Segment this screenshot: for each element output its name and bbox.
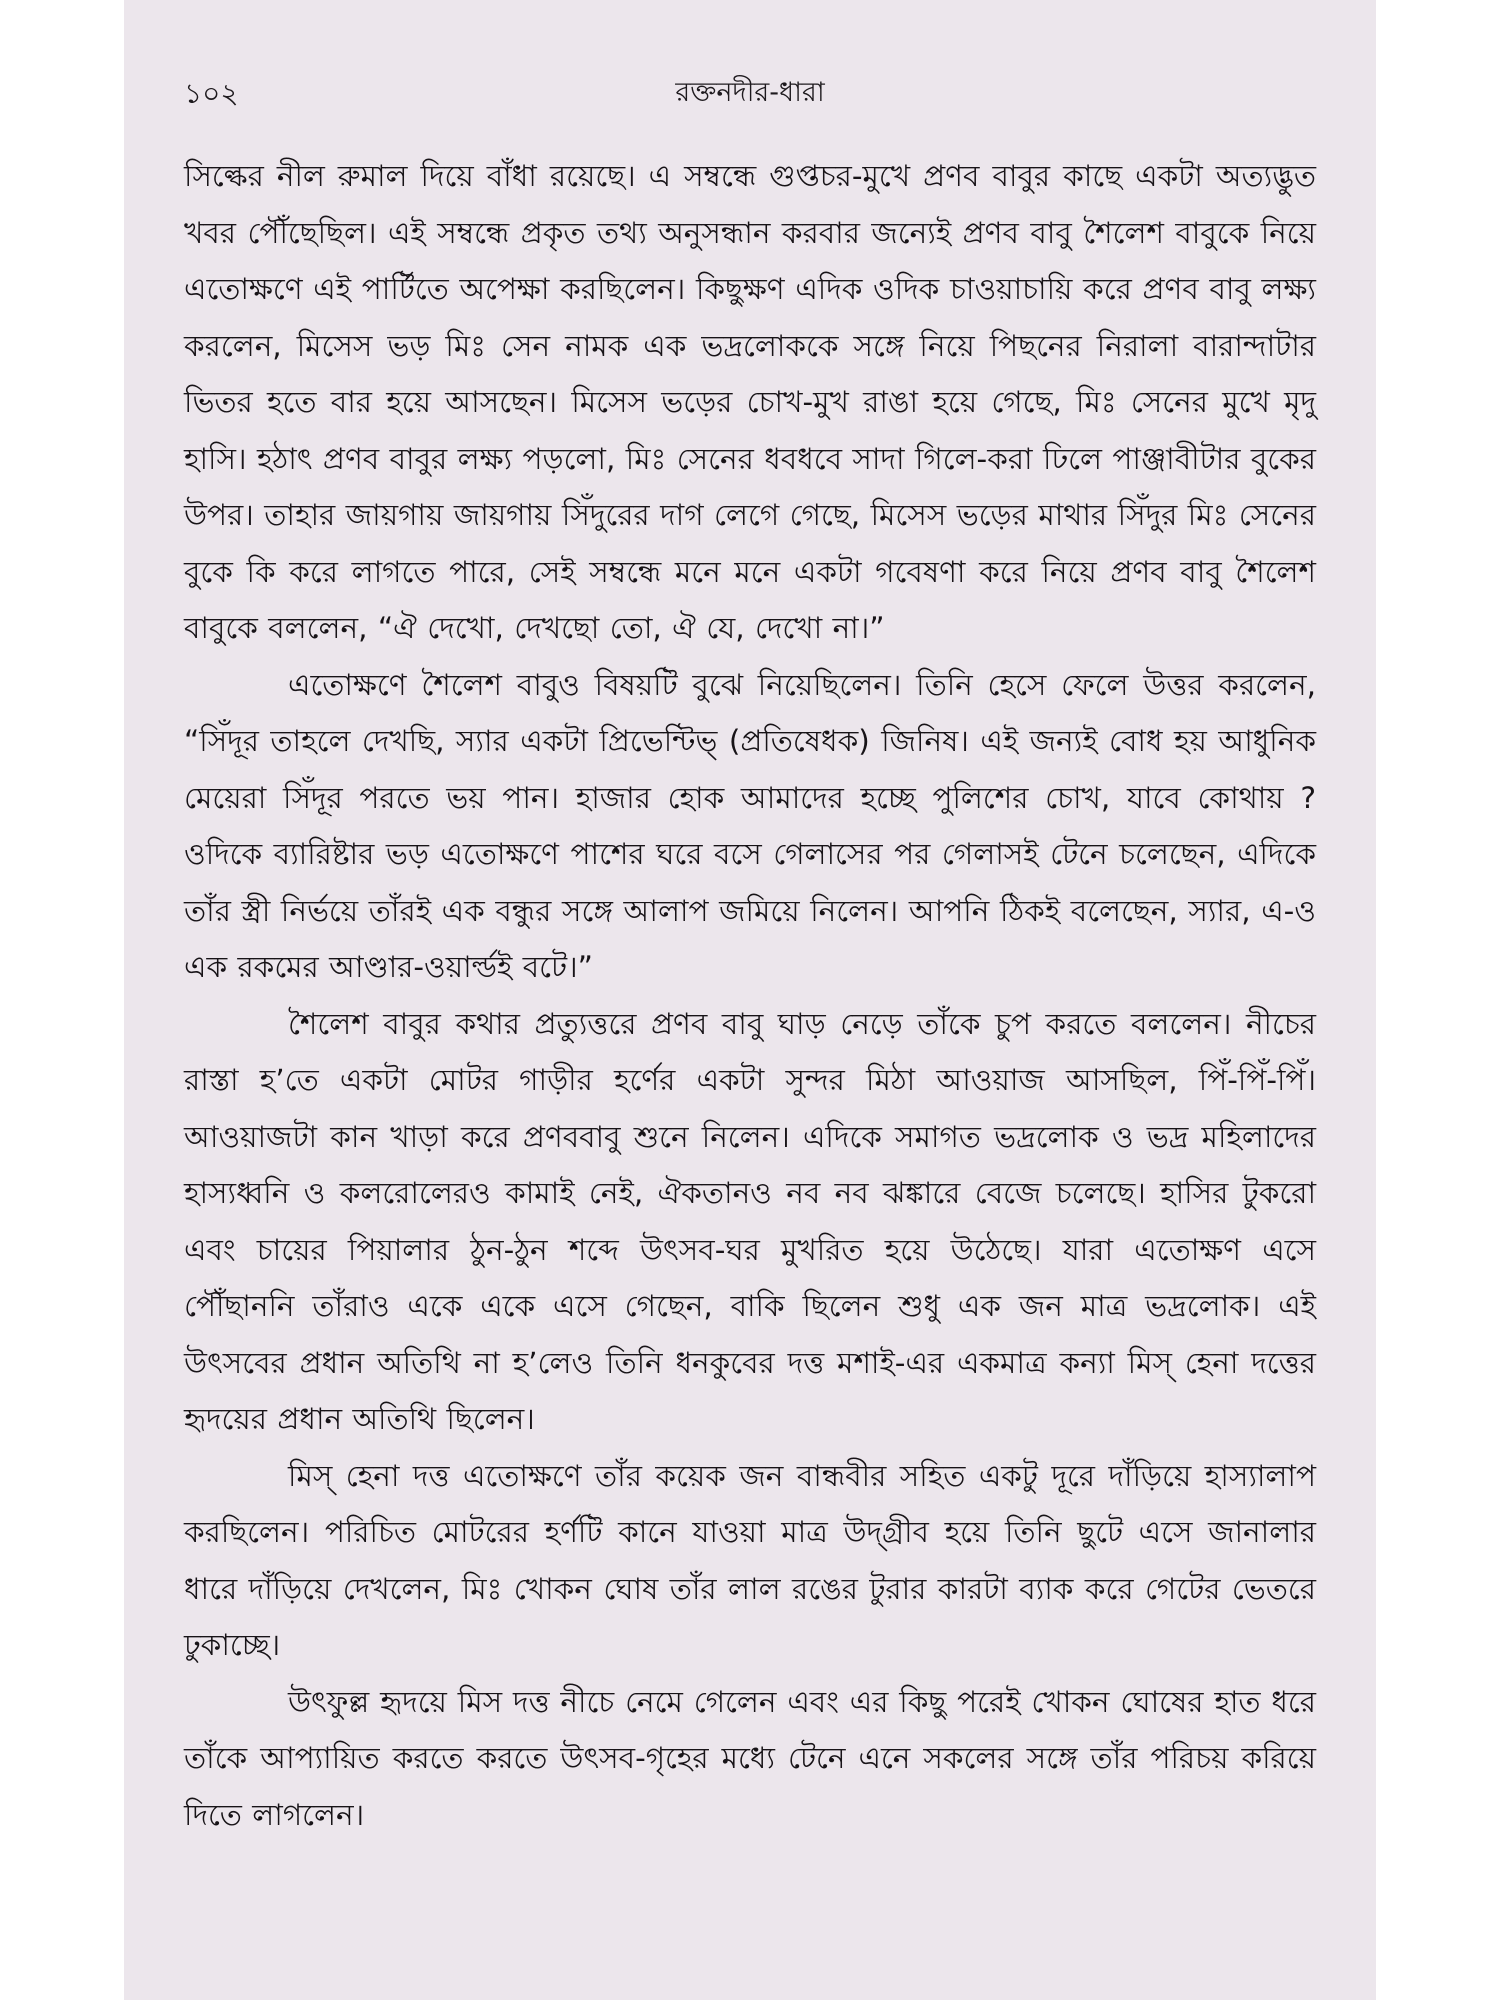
book-page xyxy=(124,0,1376,2000)
paragraph-2: এতোক্ষণে শৈলেশ বাবুও বিষয়টি বুঝে নিয়েছিলেন। তিনি হেসে ফেলে উত্তর করলেন, “সিঁদূর তাহলে দেখছি, স্যার একটা প্রিভেন্টিভ্ (প্রতিষেধক) জিনিষ। এই জন্যই বোধ হয় আধুনিক মেয়েরা সিঁদূর পরতে ভয় পান। হাজার হোক আমাদের হচ্ছে পুলিশের চোখ, যাবে কোথায় ? ওদিকে ব্যারিষ্টার ভড় এতোক্ষণে পাশের ঘরে বসে গেলাসের পর গেলাসই টেনে চলেছেন, এদিকে তাঁর স্ত্রী নির্ভয়ে তাঁরই এক বন্ধুর সঙ্গে আলাপ জমিয়ে নিলেন। আপনি ঠিকই বলেছেন, স্যার, এ-ও এক রকমের আণ্ডার-ওয়ার্ল্ডই বটে।” xyxy=(184,667,1316,984)
paragraph-5: উৎফুল্ল হৃদয়ে মিস দত্ত নীচে নেমে গেলেন এবং এর কিছু পরেই খোকন ঘোষের হাত ধরে তাঁকে আপ্যায়িত করতে করতে উৎসব-গৃহের মধ্যে টেনে এনে সকলের সঙ্গে তাঁর পরিচয় করিয়ে দিতে লাগলেন। xyxy=(184,1684,1316,1832)
paragraph-4: মিস্ হেনা দত্ত এতোক্ষণে তাঁর কয়েক জন বান্ধবীর সহিত একটু দূরে দাঁড়িয়ে হাস্যালাপ করছিলেন। পরিচিত মোটরের হর্ণটি কানে যাওয়া মাত্র উদ্গ্রীব হয়ে তিনি ছুটে এসে জানালার ধারে দাঁড়িয়ে দেখলেন, মিঃ খোকন ঘোষ তাঁর লাল রঙের টুরার কারটা ব্যাক করে গেটের ভেতরে ঢুকাচ্ছে। xyxy=(184,1458,1316,1662)
running-title: রক্তনদীর-ধারা xyxy=(675,77,825,108)
body-text xyxy=(184,148,1316,1843)
page-number: ১০২ xyxy=(184,77,239,110)
page-header xyxy=(184,72,1316,122)
paragraph-1: সিল্কের নীল রুমাল দিয়ে বাঁধা রয়েছে। এ সম্বন্ধে গুপ্তচর-মুখে প্রণব বাবুর কাছে একটা অত্যদ্ভুত খবর পৌঁছেছিল। এই সম্বন্ধে প্রকৃত তথ্য অনুসন্ধান করবার জন্যেই প্রণব বাবু শৈলেশ বাবুকে নিয়ে এতোক্ষণে এই পার্টিতে অপেক্ষা করছিলেন। কিছুক্ষণ এদিক ওদিক চাওয়াচায়ি করে প্রণব বাবু লক্ষ্য করলেন, মিসেস ভড় মিঃ সেন নামক এক ভদ্রলোককে সঙ্গে নিয়ে পিছনের নিরালা বারান্দাটার ভিতর হতে বার হয়ে আসছেন। মিসেস ভড়ের চোখ-মুখ রাঙা হয়ে গেছে, মিঃ সেনের মুখে মৃদু হাসি। হঠাৎ প্রণব বাবুর লক্ষ্য পড়লো, মিঃ সেনের ধবধবে সাদা গিলে-করা ঢিলে পাঞ্জাবীটার বুকের উপর। তাহার জায়গায় জায়গায় সিঁদুরের দাগ লেগে গেছে, মিসেস ভড়ের মাথার সিঁদুর মিঃ সেনের বুকে কি করে লাগতে পারে, সেই সম্বন্ধে মনে মনে একটা গবেষণা করে নিয়ে প্রণব বাবু শৈলেশ বাবুকে বললেন, “ঐ দেখো, দেখছো তো, ঐ যে, দেখো না।” xyxy=(184,159,1316,645)
paragraph-3: শৈলেশ বাবুর কথার প্রত্যুত্তরে প্রণব বাবু ঘাড় নেড়ে তাঁকে চুপ করতে বললেন। নীচের রাস্তা হ’তে একটা মোটর গাড়ীর হর্ণের একটা সুন্দর মিঠা আওয়াজ আসছিল, পিঁ-পিঁ-পিঁ। আওয়াজটা কান খাড়া করে প্রণববাবু শুনে নিলেন। এদিকে সমাগত ভদ্রলোক ও ভদ্র মহিলাদের হাস্যধ্বনি ও কলরোলেরও কামাই নেই, ঐকতানও নব নব ঝঙ্কারে বেজে চলেছে। হাসির টুকরো এবং চায়ের পিয়ালার ঠুন-ঠুন শব্দে উৎসব-ঘর মুখরিত হয়ে উঠেছে। যারা এতোক্ষণ এসে পৌঁছাননি তাঁরাও একে একে এসে গেছেন, বাকি ছিলেন শুধু এক জন মাত্র ভদ্রলোক। এই উৎসবের প্রধান অতিথি না হ’লেও তিনি ধনকুবের দত্ত মশাই-এর একমাত্র কন্যা মিস্ হেনা দত্তের হৃদয়ের প্রধান অতিথি ছিলেন। xyxy=(184,1006,1316,1436)
